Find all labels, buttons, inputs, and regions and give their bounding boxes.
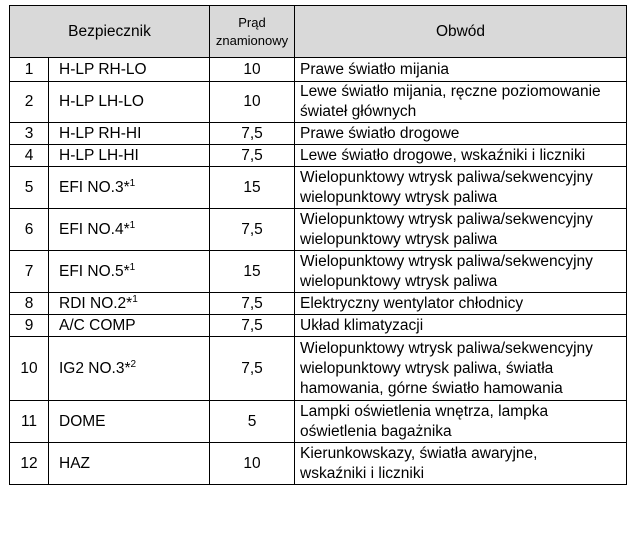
fuse-name (49, 123, 210, 145)
rated-current: 7,5 (210, 315, 295, 337)
header-row (10, 6, 627, 58)
row-number: 5 (10, 167, 49, 209)
table-row (10, 293, 627, 315)
circuit-line: Wielopunktowy wtrysk paliwa/sekwencyjny (300, 339, 593, 357)
circuit (295, 145, 627, 167)
fuse-name (49, 82, 210, 123)
row-number: 12 (10, 443, 49, 485)
circuit-line: Lewe światło mijania, ręczne poziomowanie (300, 83, 601, 100)
fuse-label: HAZ (59, 454, 90, 472)
fuse-label: DOME (59, 412, 106, 430)
table-row (10, 209, 627, 251)
circuit-line: Prawe światło drogowe (300, 124, 460, 142)
table-row (10, 251, 627, 293)
row-number: 10 (10, 337, 49, 401)
footnote-marker: 1 (129, 261, 136, 273)
circuit-line: hamowania, górne światło hamowania (300, 379, 563, 397)
circuit (295, 337, 627, 401)
fuse-name (49, 443, 210, 485)
circuit-line: Elektryczny wentylator chłodnicy (300, 294, 524, 312)
fuse-name (49, 293, 210, 315)
fuse-label: H-LP LH-HI (59, 146, 139, 164)
fuse-label: H-LP RH-LO (59, 60, 147, 78)
circuit-line: Lampki oświetlenia wnętrza, lampka (300, 402, 549, 420)
circuit-line: Wielopunktowy wtrysk paliwa/sekwencyjny (300, 210, 593, 228)
fuse-name (49, 209, 210, 251)
circuit (295, 293, 627, 315)
table-body (10, 58, 627, 485)
fuse-name (49, 145, 210, 167)
fuse-label: EFI NO.3* (59, 178, 130, 196)
row-number: 4 (10, 145, 49, 167)
fuse-name (49, 337, 210, 401)
fuse-label: A/C COMP (59, 316, 136, 334)
circuit (295, 251, 627, 293)
table-row (10, 443, 627, 485)
rated-current: 15 (210, 251, 295, 293)
footnote-marker: 1 (132, 293, 138, 305)
fuse-label: EFI NO.4* (59, 220, 130, 238)
row-number: 2 (10, 82, 49, 123)
circuit-line: wielopunktowy wtrysk paliwa (300, 188, 498, 206)
circuit-line: Prawe światło mijania (300, 60, 450, 78)
circuit-line: Lewe światło drogowe, wskaźniki i liczniki (300, 146, 586, 164)
rated-current: 7,5 (210, 293, 295, 315)
circuit-line: Wielopunktowy wtrysk paliwa/sekwencyjny (300, 168, 593, 186)
rated-current: 7,5 (210, 209, 295, 251)
fuse-label: EFI NO.5* (59, 262, 130, 280)
table-row (10, 401, 627, 443)
footnote-marker: 1 (129, 177, 136, 189)
row-number: 1 (10, 58, 49, 82)
rated-current: 7,5 (210, 123, 295, 145)
rated-current: 5 (210, 401, 295, 443)
rated-current: 10 (210, 82, 295, 123)
circuit (295, 315, 627, 337)
circuit (295, 401, 627, 443)
circuit (295, 58, 627, 82)
table-row (10, 82, 627, 123)
row-number: 3 (10, 123, 49, 145)
fuse-name (49, 58, 210, 82)
circuit (295, 123, 627, 145)
table-row (10, 123, 627, 145)
fuse-name (49, 401, 210, 443)
circuit-line: świateł głównych (300, 103, 417, 120)
circuit-line: Układ klimatyzacji (300, 316, 424, 334)
rated-current: 7,5 (210, 337, 295, 401)
fuse-name (49, 315, 210, 337)
header-rated-line1: Prąd (238, 14, 266, 30)
rated-current: 7,5 (210, 145, 295, 167)
circuit (295, 82, 627, 123)
circuit-line: wielopunktowy wtrysk paliwa (300, 272, 498, 290)
header-rated-line2: znamionowy (215, 32, 289, 48)
circuit-line: Kierunkowskazy, światła awaryjne, (300, 444, 538, 462)
row-number: 9 (10, 315, 49, 337)
fuse-label: IG2 NO.3* (59, 359, 131, 377)
fuse-label: RDI NO.2* (59, 294, 133, 312)
rated-current: 15 (210, 167, 295, 209)
table-row (10, 167, 627, 209)
row-number: 6 (10, 209, 49, 251)
circuit-line: wielopunktowy wtrysk paliwa (300, 230, 498, 248)
fuse-name (49, 167, 210, 209)
footnote-marker: 1 (129, 219, 136, 231)
row-number: 11 (10, 401, 49, 443)
table-row (10, 315, 627, 337)
fuse-label: H-LP LH-LO (59, 93, 144, 110)
fuse-label: H-LP RH-HI (59, 124, 142, 142)
circuit (295, 209, 627, 251)
table-row (10, 337, 627, 401)
header-circuit: Obwód (295, 6, 627, 58)
fuse-name (49, 251, 210, 293)
circuit-line: Wielopunktowy wtrysk paliwa/sekwencyjny (300, 252, 593, 270)
circuit (295, 167, 627, 209)
circuit-line: wielopunktowy wtrysk paliwa, światła (300, 359, 554, 377)
header-fuse: Bezpiecznik (10, 6, 210, 58)
circuit (295, 443, 627, 485)
rated-current: 10 (210, 58, 295, 82)
table-row (10, 58, 627, 82)
row-number: 8 (10, 293, 49, 315)
circuit-line: oświetlenia bagażnika (300, 422, 452, 440)
table-row (10, 145, 627, 167)
row-number: 7 (10, 251, 49, 293)
rated-current: 10 (210, 443, 295, 485)
fuse-table (9, 5, 627, 485)
footnote-marker: 2 (130, 358, 137, 370)
header-rated-current (210, 6, 295, 58)
circuit-line: wskaźniki i liczniki (300, 464, 425, 482)
